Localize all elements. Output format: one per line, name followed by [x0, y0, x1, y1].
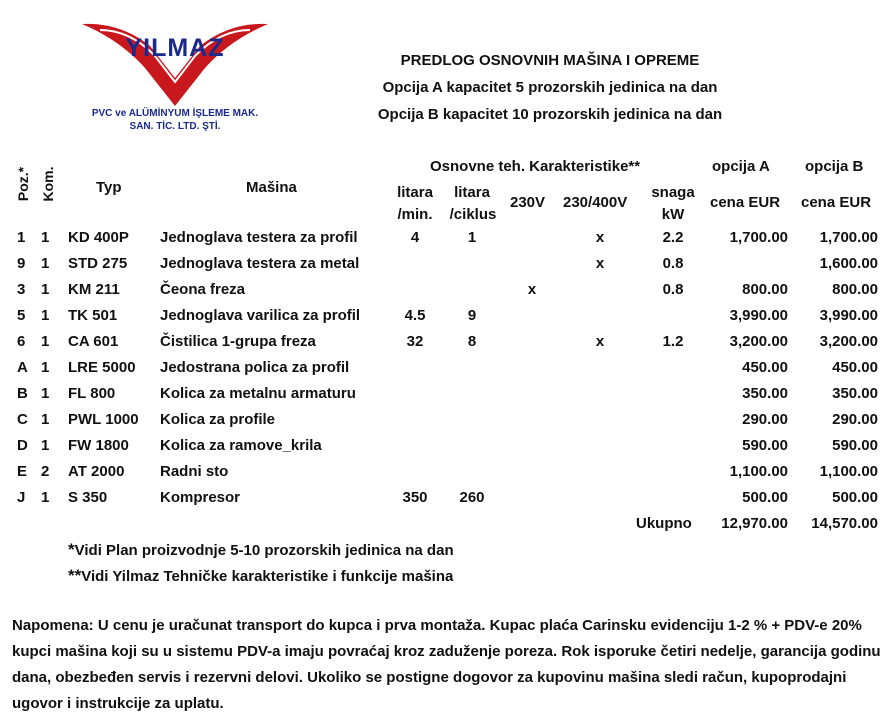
- col-snaga-header-2: kW: [661, 206, 685, 223]
- cell-a: 800.00: [742, 281, 788, 298]
- footnote-1-mark: *: [68, 540, 75, 559]
- cell-typ: FL 800: [68, 385, 116, 402]
- cell-b: 450.00: [832, 359, 878, 376]
- cell-v400: [585, 459, 615, 485]
- col-opcija-a-header: opcija A: [712, 158, 770, 175]
- cell-v230: [517, 459, 547, 485]
- cell-b: 1,700.00: [819, 229, 878, 246]
- cell-lcik: [450, 251, 494, 277]
- cell-kom: 1: [41, 307, 50, 324]
- cell-masina: Kolica za metalnu armaturu: [160, 385, 356, 402]
- cell-masina: Kolica za ramove_krila: [160, 437, 322, 454]
- cell-lcik: [450, 277, 494, 303]
- cell-typ: TK 501: [68, 307, 118, 324]
- cell-masina: Jednoglava varilica za profil: [160, 307, 361, 324]
- cell-lmin: [395, 433, 435, 459]
- cell-snaga: [655, 433, 691, 459]
- cell-v400: [585, 407, 615, 433]
- cell-snaga: [655, 355, 691, 381]
- cell-a: 450.00: [742, 359, 788, 376]
- cell-a: 3,200.00: [729, 333, 788, 350]
- table-row: [0, 485, 892, 511]
- cell-v230: [517, 251, 547, 277]
- table-row: [0, 251, 892, 277]
- logo-wordmark: YILMAZ: [125, 34, 225, 62]
- cell-masina: Radni sto: [160, 463, 229, 480]
- cell-v400: [585, 277, 615, 303]
- cell-typ: FW 1800: [68, 437, 129, 454]
- cell-v400: [585, 433, 615, 459]
- cell-poz: C: [17, 411, 28, 428]
- cell-masina: Jedostrana polica za profil: [160, 359, 350, 376]
- cell-v230: [517, 225, 547, 251]
- cell-kom: 1: [41, 385, 50, 402]
- cell-kom: 2: [41, 463, 50, 480]
- table-row: [0, 355, 892, 381]
- cell-snaga: 0.8: [662, 281, 684, 298]
- cell-b: 590.00: [832, 437, 878, 454]
- cell-kom: 1: [41, 333, 50, 350]
- cell-typ: CA 601: [68, 333, 119, 350]
- table-row: [0, 381, 892, 407]
- table-row: [0, 433, 892, 459]
- cell-b: 3,200.00: [819, 333, 878, 350]
- cell-poz: 3: [17, 281, 26, 298]
- cell-poz: 5: [17, 307, 26, 324]
- cell-lmin: [395, 355, 435, 381]
- cell-v230: [517, 303, 547, 329]
- cell-v230: [517, 485, 547, 511]
- cell-kom: 1: [41, 489, 50, 506]
- cell-typ: LRE 5000: [68, 359, 136, 376]
- footnote-1: [68, 540, 454, 560]
- cell-typ: S 350: [68, 489, 108, 506]
- cell-poz: A: [17, 359, 28, 376]
- col-kom-header: Kom.: [40, 166, 56, 202]
- cell-lmin: [395, 407, 435, 433]
- total-row: [0, 511, 892, 537]
- cell-a: 1,700.00: [729, 229, 788, 246]
- total-option-a: 12,970.00: [721, 515, 788, 532]
- cell-snaga: [655, 485, 691, 511]
- col-cena-b-header: cena EUR: [801, 194, 872, 211]
- cell-poz: B: [17, 385, 28, 402]
- footnote-2-text: Vidi Yilmaz Tehničke karakteristike i funkcije mašina: [81, 568, 454, 585]
- cell-lcik: [450, 407, 494, 433]
- col-400v-header: 230/400V: [563, 194, 628, 211]
- cell-masina: Jednoglava testera za metal: [160, 255, 360, 272]
- cell-v230: [517, 381, 547, 407]
- col-cena-a-header: cena EUR: [710, 194, 781, 211]
- col-230v-header: 230V: [510, 194, 546, 211]
- cell-a: 500.00: [742, 489, 788, 506]
- cell-masina: Jednoglava testera za profil: [160, 229, 358, 246]
- cell-kom: 1: [41, 411, 50, 428]
- total-option-b: 14,570.00: [811, 515, 878, 532]
- cell-b: 3,990.00: [819, 307, 878, 324]
- cell-b: 500.00: [832, 489, 878, 506]
- cell-poz: 9: [17, 255, 26, 272]
- cell-a: 1,100.00: [729, 463, 788, 480]
- cell-snaga: [655, 381, 691, 407]
- cell-snaga: 2.2: [662, 229, 684, 246]
- cell-lcik: 1: [467, 229, 477, 246]
- footnote-2-mark: **: [68, 566, 82, 585]
- cell-typ: KD 400P: [68, 229, 129, 246]
- cell-kom: 1: [41, 255, 50, 272]
- note-paragraph: Napomena: U cenu je uračunat transport do kupca i prva montaža. Kupac plaća Carinsku evidenciju 1-2 % + PDV-e 20% kupci mašina koji su u sistemu PDV-a imaju povraćaj kroz zaduženje poreza. Rok isporuke četiri nedelje, garancija godinu dana, obezbeđen servis i rezervni delovi. Ukoliko se postigne dogovor za kupovinu mašina sledi račun, kupoprodajni ugovor i instrukcije za uplatu.: [12, 617, 881, 712]
- cell-a: 350.00: [742, 385, 788, 402]
- col-poz-header: Poz.*: [15, 166, 31, 202]
- logo-subtitle-2: SAN. TİC. LTD. ŞTİ.: [129, 121, 221, 132]
- document-title: PREDLOG OSNOVNIH MAŠINA I OPREME: [400, 52, 700, 69]
- cell-lcik: 9: [467, 307, 477, 324]
- cell-lcik: [450, 459, 494, 485]
- cell-poz: E: [17, 463, 28, 480]
- cell-poz: 6: [17, 333, 26, 350]
- cell-lmin: [395, 381, 435, 407]
- cell-lmin: 350: [402, 489, 428, 506]
- cell-v400: x: [595, 229, 605, 246]
- cell-poz: J: [17, 489, 26, 506]
- cell-masina: Čeona freza: [160, 281, 246, 298]
- cell-lmin: [395, 459, 435, 485]
- cell-v400: x: [595, 255, 605, 272]
- cell-masina: Čistilica 1-grupa freza: [160, 333, 316, 350]
- cell-snaga: 1.2: [662, 333, 684, 350]
- cell-v230: [517, 407, 547, 433]
- col-masina-header: Mašina: [246, 179, 297, 196]
- cell-b: 800.00: [832, 281, 878, 298]
- col-snaga-header-1: snaga: [651, 184, 695, 201]
- footnote-2: [68, 566, 453, 586]
- total-label: Ukupno: [636, 515, 692, 532]
- table-row: [0, 225, 892, 251]
- col-lmin-header-1: litara: [397, 184, 433, 201]
- cell-snaga: 0.8: [662, 255, 684, 272]
- cell-typ: KM 211: [68, 281, 120, 298]
- cell-lmin: 4.5: [404, 307, 426, 324]
- cell-typ: STD 275: [68, 255, 128, 272]
- col-typ-header: Typ: [96, 179, 122, 196]
- cell-v400: [585, 303, 615, 329]
- cell-kom: 1: [41, 359, 50, 376]
- table-row: [0, 277, 892, 303]
- cell-typ: AT 2000: [68, 463, 125, 480]
- cell-kom: 1: [41, 229, 50, 246]
- footnote-1-text: Vidi Plan proizvodnje 5-10 prozorskih jedinica na dan: [74, 542, 454, 559]
- cell-snaga: [655, 303, 691, 329]
- cell-lmin: [395, 277, 435, 303]
- cell-b: 350.00: [832, 385, 878, 402]
- cell-masina: Kompresor: [160, 489, 241, 506]
- cell-kom: 1: [41, 281, 50, 298]
- cell-v400: [585, 355, 615, 381]
- logo-subtitle-1: PVC ve ALÜMİNYUM İŞLEME MAK.: [91, 108, 259, 119]
- cell-b: 290.00: [832, 411, 878, 428]
- option-a-subtitle: Opcija A kapacitet 5 prozorskih jedinica na dan: [382, 79, 718, 96]
- col-lmin-header-2: /min.: [397, 206, 433, 223]
- cell-poz: 1: [17, 229, 26, 246]
- col-group-header: Osnovne teh. Karakteristike**: [430, 158, 641, 175]
- cell-typ: PWL 1000: [68, 411, 139, 428]
- cell-v400: x: [595, 333, 605, 350]
- cell-masina: Kolica za profile: [160, 411, 276, 428]
- cell-snaga: [655, 407, 691, 433]
- col-lcik-header-2: /ciklus: [449, 206, 497, 223]
- cell-v230: [517, 329, 547, 355]
- col-lcik-header-1: litara: [454, 184, 490, 201]
- cell-lmin: [395, 251, 435, 277]
- option-b-subtitle: Opcija B kapacitet 10 prozorskih jedinica na dan: [377, 106, 723, 123]
- table-row: [0, 407, 892, 433]
- cell-a: 590.00: [742, 437, 788, 454]
- table-row: [0, 329, 892, 355]
- table-row: [0, 459, 892, 485]
- cell-v230: [517, 433, 547, 459]
- cell-v400: [585, 485, 615, 511]
- cell-a: [700, 251, 788, 277]
- cell-kom: 1: [41, 437, 50, 454]
- col-opcija-b-header: opcija B: [805, 158, 864, 175]
- cell-v230: x: [527, 281, 537, 298]
- cell-lmin: 32: [406, 333, 424, 350]
- cell-snaga: [655, 459, 691, 485]
- cell-v230: [517, 355, 547, 381]
- cell-a: 290.00: [742, 411, 788, 428]
- cell-v400: [585, 381, 615, 407]
- cell-lcik: 260: [459, 489, 485, 506]
- cell-lcik: [450, 433, 494, 459]
- cell-lcik: [450, 381, 494, 407]
- cell-lcik: [450, 355, 494, 381]
- company-logo: [80, 16, 270, 136]
- cell-poz: D: [17, 437, 28, 454]
- cell-a: 3,990.00: [729, 307, 788, 324]
- cell-b: 1,600.00: [819, 255, 878, 272]
- cell-b: 1,100.00: [819, 463, 878, 480]
- cell-lmin: 4: [410, 229, 420, 246]
- table-row: [0, 303, 892, 329]
- cell-lcik: 8: [467, 333, 477, 350]
